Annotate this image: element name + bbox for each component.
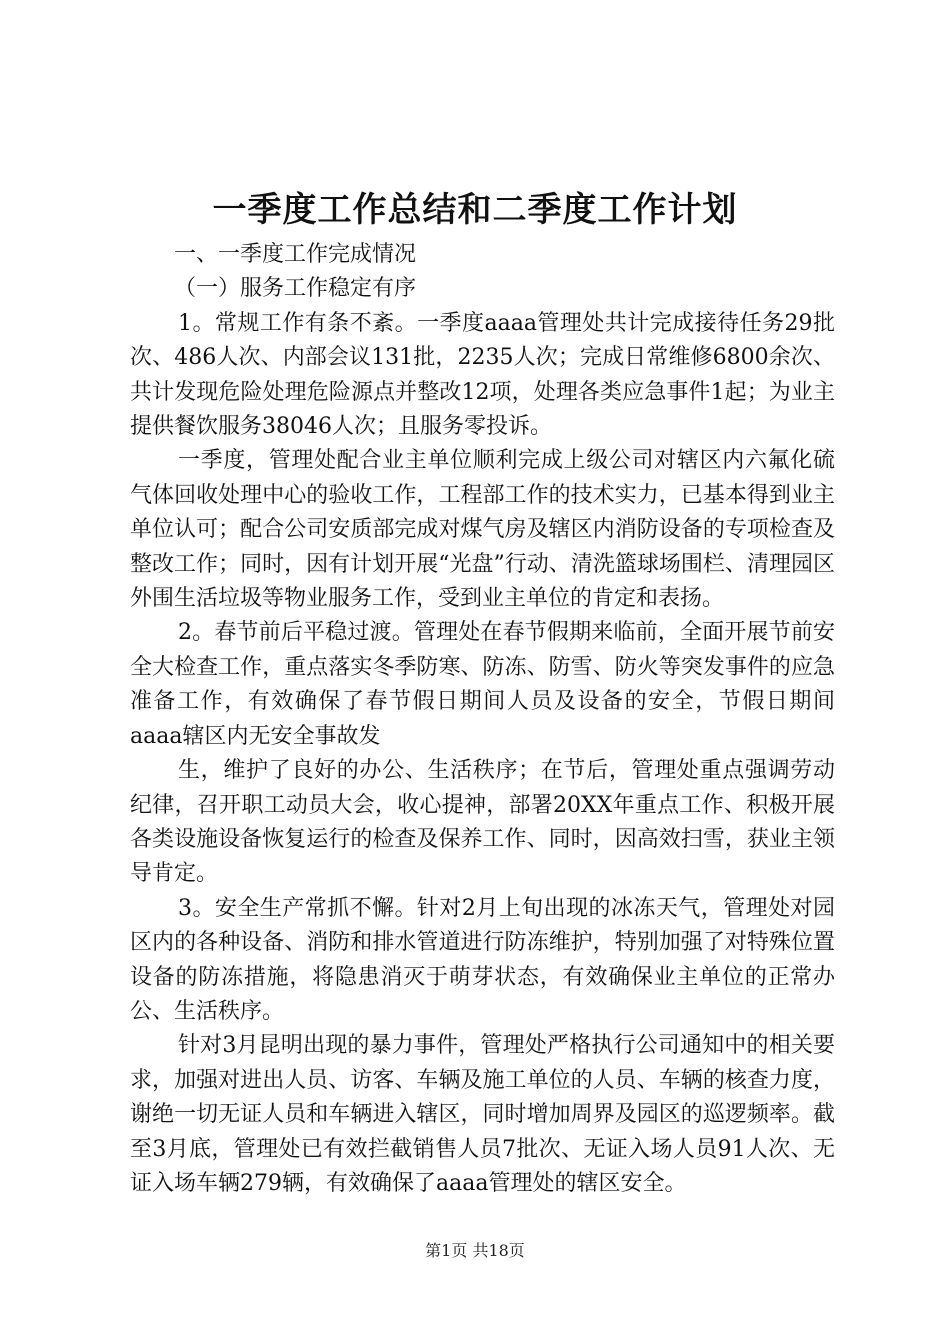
paragraph: 一季度，管理处配合业主单位顺利完成上级公司对辖区内六氟化硫气体回收处理中心的验收工作，工程部工作的技术实力，已基本得到业主单位认可；配合公司安质部完成对煤气房及辖区内消防设备的专项检查及整改工作；同时，因有计划开展“光盘”行动、清洗篮球场围栏、清理园区外围生活垃圾等物业服务工作，受到业主单位的肯定和表扬。	[130, 448, 835, 612]
subsection-heading: （一）服务工作稳定有序	[174, 276, 417, 302]
document-title: 一季度工作总结和二季度工作计划	[212, 190, 738, 230]
section-heading: 一、一季度工作完成情况	[174, 242, 417, 267]
paragraph: 针对3月昆明出现的暴力事件，管理处严格执行公司通知中的相关要求，加强对进出人员、访客、车辆及施工单位的人员、车辆的核查力度，谢绝一切无证人员和车辆进入辖区，同时增加周界及园区的巡逻频率。截至3月底，管理处已有效拦截销售人员7批次、无证入场人员91人次、无证入场车辆279辆，有效确保了aaaa管理处的辖区安全。	[130, 1033, 835, 1196]
page-footer: 第1页 共18页	[425, 1241, 525, 1260]
paragraph: 生，维护了良好的办公、生活秩序；在节后，管理处重点强调劳动纪律，召开职工动员大会，收心提神，部署20XX年重点工作、积极开展各类设施设备恢复运行的检查及保养工作、同时，因高效扫雪，获业主领导肯定。	[130, 758, 835, 887]
paragraph: 2。春节前后平稳过渡。管理处在春节假期来临前，全面开展节前安全大检查工作，重点落实冬季防寒、防冻、防雪、防火等突发事件的应急准备工作，有效确保了春节假日期间人员及设备的安全，节假日期间aaaa辖区内无安全事故发	[130, 620, 835, 749]
paragraph: 1。常规工作有条不紊。一季度aaaa管理处共计完成接待任务29批次、486人次、内部会议131批，2235人次；完成日常维修6800余次、共计发现危险处理危险源点并整改12项，处理各类应急事件1起；为业主提供餐饮服务38046人次；且服务零投诉。	[130, 310, 835, 440]
document-body	[130, 238, 835, 1201]
paragraph: 3。安全生产常抓不懈。针对2月上旬出现的冰冻天气，管理处对园区内的各种设备、消防和排水管道进行防冻维护，特别加强了对特殊位置设备的防冻措施，将隐患消灭于萌芽状态，有效确保业主单位的正常办公、生活秩序。	[130, 895, 835, 1024]
